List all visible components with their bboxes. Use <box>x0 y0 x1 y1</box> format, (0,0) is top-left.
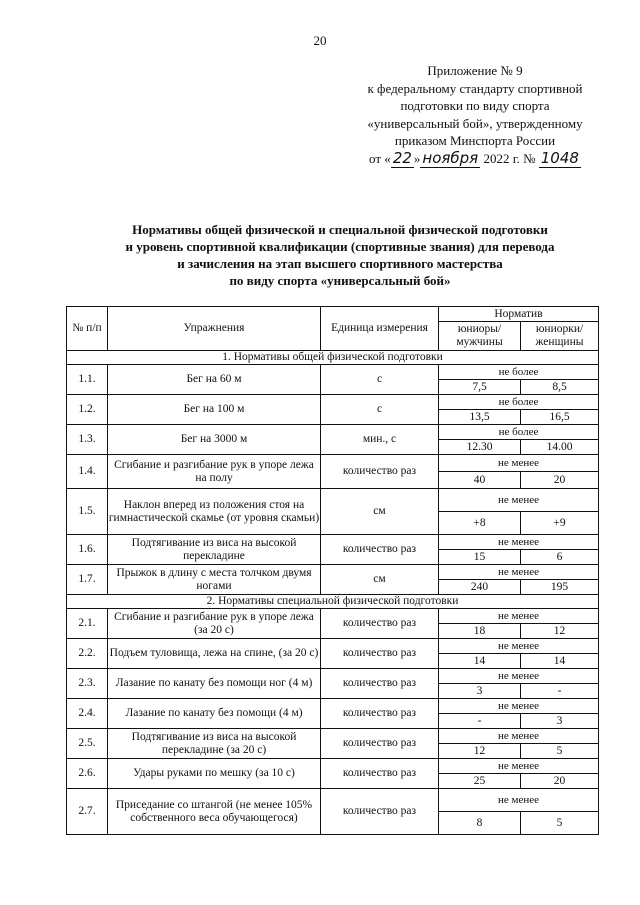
value-men: 14 <box>439 654 521 669</box>
value-men: 12.30 <box>439 440 521 455</box>
row-condition: не менее <box>439 489 599 512</box>
row-number: 1.3. <box>67 425 108 455</box>
value-men: +8 <box>439 512 521 535</box>
date-day: 22 <box>392 148 412 167</box>
table-row <box>67 365 599 380</box>
row-condition: не менее <box>439 669 599 684</box>
appendix-line: «универсальный бой», утвержденному <box>367 115 583 131</box>
table-row <box>67 639 599 654</box>
value-men: 18 <box>439 624 521 639</box>
row-number: 1.7. <box>67 565 108 595</box>
row-condition: не более <box>439 365 599 380</box>
title-line: по виду спорта «универсальный бой» <box>229 273 451 288</box>
row-condition: не менее <box>439 789 599 812</box>
norms-table <box>66 306 599 835</box>
value-women: 6 <box>521 550 599 565</box>
header-unit: Единица измерения <box>321 307 439 351</box>
value-men: 40 <box>439 472 521 489</box>
row-condition: не менее <box>439 699 599 714</box>
table-row <box>67 609 599 624</box>
row-number: 2.3. <box>67 669 108 699</box>
row-exercise: Удары руками по мешку (за 10 с) <box>108 759 321 789</box>
row-exercise: Лазание по канату без помощи (4 м) <box>108 699 321 729</box>
row-exercise: Подтягивание из виса на высокой перекладине <box>108 535 321 565</box>
row-number: 1.1. <box>67 365 108 395</box>
table-row <box>67 729 599 744</box>
row-condition: не более <box>439 425 599 440</box>
value-men: 3 <box>439 684 521 699</box>
title-line: и уровень спортивной квалификации (спортивные звания) для перевода <box>125 239 555 254</box>
row-condition: не менее <box>439 535 599 550</box>
value-women: 3 <box>521 714 599 729</box>
value-women: 8,5 <box>521 380 599 395</box>
row-number: 2.4. <box>67 699 108 729</box>
appendix-line: к федеральному стандарту спортивной <box>367 80 583 96</box>
section-header: 1. Нормативы общей физической подготовки <box>67 351 599 365</box>
row-unit: количество раз <box>321 639 439 669</box>
row-number: 1.2. <box>67 395 108 425</box>
value-men: 8 <box>439 812 521 835</box>
table-row <box>67 535 599 550</box>
appendix-line: подготовки по виду спорта <box>400 98 550 113</box>
row-exercise: Подъем туловища, лежа на спине, (за 20 с) <box>108 639 321 669</box>
table-row <box>67 789 599 812</box>
row-condition: не менее <box>439 609 599 624</box>
value-women: - <box>521 684 599 699</box>
row-unit: количество раз <box>321 455 439 489</box>
value-men: 7,5 <box>439 380 521 395</box>
row-number: 2.7. <box>67 789 108 835</box>
appendix-block <box>340 62 610 167</box>
value-men: - <box>439 714 521 729</box>
row-condition: не более <box>439 395 599 410</box>
document-title <box>40 221 640 289</box>
value-women: 20 <box>521 472 599 489</box>
row-unit: количество раз <box>321 609 439 639</box>
appendix-line: Приложение № 9 <box>427 63 523 78</box>
date-sep: » <box>413 150 421 166</box>
header-norm: Норматив <box>439 307 599 322</box>
row-unit: с <box>321 395 439 425</box>
value-women: 5 <box>521 812 599 835</box>
table-body <box>67 351 599 835</box>
row-condition: не менее <box>439 455 599 472</box>
page-number: 20 <box>313 33 327 48</box>
table-row <box>67 395 599 410</box>
row-condition: не менее <box>439 729 599 744</box>
row-number: 2.1. <box>67 609 108 639</box>
header-num: № п/п <box>67 307 108 351</box>
row-unit: количество раз <box>321 789 439 835</box>
row-exercise: Приседание со штангой (не менее 105% собственного веса обучающегося) <box>108 789 321 835</box>
table-row <box>67 759 599 774</box>
title-line: Нормативы общей физической и специальной физической подготовки <box>132 222 548 237</box>
row-number: 2.5. <box>67 729 108 759</box>
row-condition: не менее <box>439 565 599 580</box>
value-women: 12 <box>521 624 599 639</box>
appendix-line: приказом Минспорта России <box>394 133 556 148</box>
row-exercise: Подтягивание из виса на высокой перекладине (за 20 с) <box>108 729 321 759</box>
row-exercise: Бег на 3000 м <box>108 425 321 455</box>
table-row <box>67 455 599 472</box>
value-women: 14.00 <box>521 440 599 455</box>
row-exercise: Сгибание и разгибание рук в упоре лежа на полу <box>108 455 321 489</box>
value-women: +9 <box>521 512 599 535</box>
row-exercise: Бег на 60 м <box>108 365 321 395</box>
title-line: и зачисления на этап высшего спортивного мастерства <box>177 256 503 271</box>
row-unit: количество раз <box>321 729 439 759</box>
table-row <box>67 699 599 714</box>
date-year: 2022 г. № <box>480 150 539 166</box>
table-row <box>67 425 599 440</box>
date-number: 1048 <box>540 148 579 167</box>
value-women: 14 <box>521 654 599 669</box>
header-men: юниоры/ мужчины <box>439 322 521 351</box>
value-women: 195 <box>521 580 599 595</box>
row-number: 1.5. <box>67 489 108 535</box>
row-unit: количество раз <box>321 669 439 699</box>
row-condition: не менее <box>439 639 599 654</box>
value-men: 25 <box>439 774 521 789</box>
row-unit: количество раз <box>321 759 439 789</box>
table-row <box>67 489 599 512</box>
date-prefix: от « <box>369 150 391 166</box>
value-women: 16,5 <box>521 410 599 425</box>
row-unit: мин., с <box>321 425 439 455</box>
value-men: 15 <box>439 550 521 565</box>
row-unit: см <box>321 489 439 535</box>
header-women: юниорки/ женщины <box>521 322 599 351</box>
row-exercise: Бег на 100 м <box>108 395 321 425</box>
row-exercise: Сгибание и разгибание рук в упоре лежа (за 20 с) <box>108 609 321 639</box>
appendix-date-line <box>340 150 610 168</box>
row-number: 2.6. <box>67 759 108 789</box>
row-number: 1.6. <box>67 535 108 565</box>
row-unit: количество раз <box>321 535 439 565</box>
row-condition: не менее <box>439 759 599 774</box>
value-men: 240 <box>439 580 521 595</box>
header-exercise: Упражнения <box>108 307 321 351</box>
row-exercise: Наклон вперед из положения стоя на гимнастической скамье (от уровня скамьи) <box>108 489 321 535</box>
value-men: 13,5 <box>439 410 521 425</box>
row-number: 1.4. <box>67 455 108 489</box>
value-women: 5 <box>521 744 599 759</box>
table-row <box>67 669 599 684</box>
table-row <box>67 565 599 580</box>
value-women: 20 <box>521 774 599 789</box>
row-unit: см <box>321 565 439 595</box>
value-men: 12 <box>439 744 521 759</box>
row-unit: количество раз <box>321 699 439 729</box>
row-unit: с <box>321 365 439 395</box>
section-header: 2. Нормативы специальной физической подготовки <box>67 595 599 609</box>
row-exercise: Лазание по канату без помощи ног (4 м) <box>108 669 321 699</box>
row-exercise: Прыжок в длину с места толчком двумя ногами <box>108 565 321 595</box>
row-number: 2.2. <box>67 639 108 669</box>
date-month: ноября <box>422 148 479 167</box>
